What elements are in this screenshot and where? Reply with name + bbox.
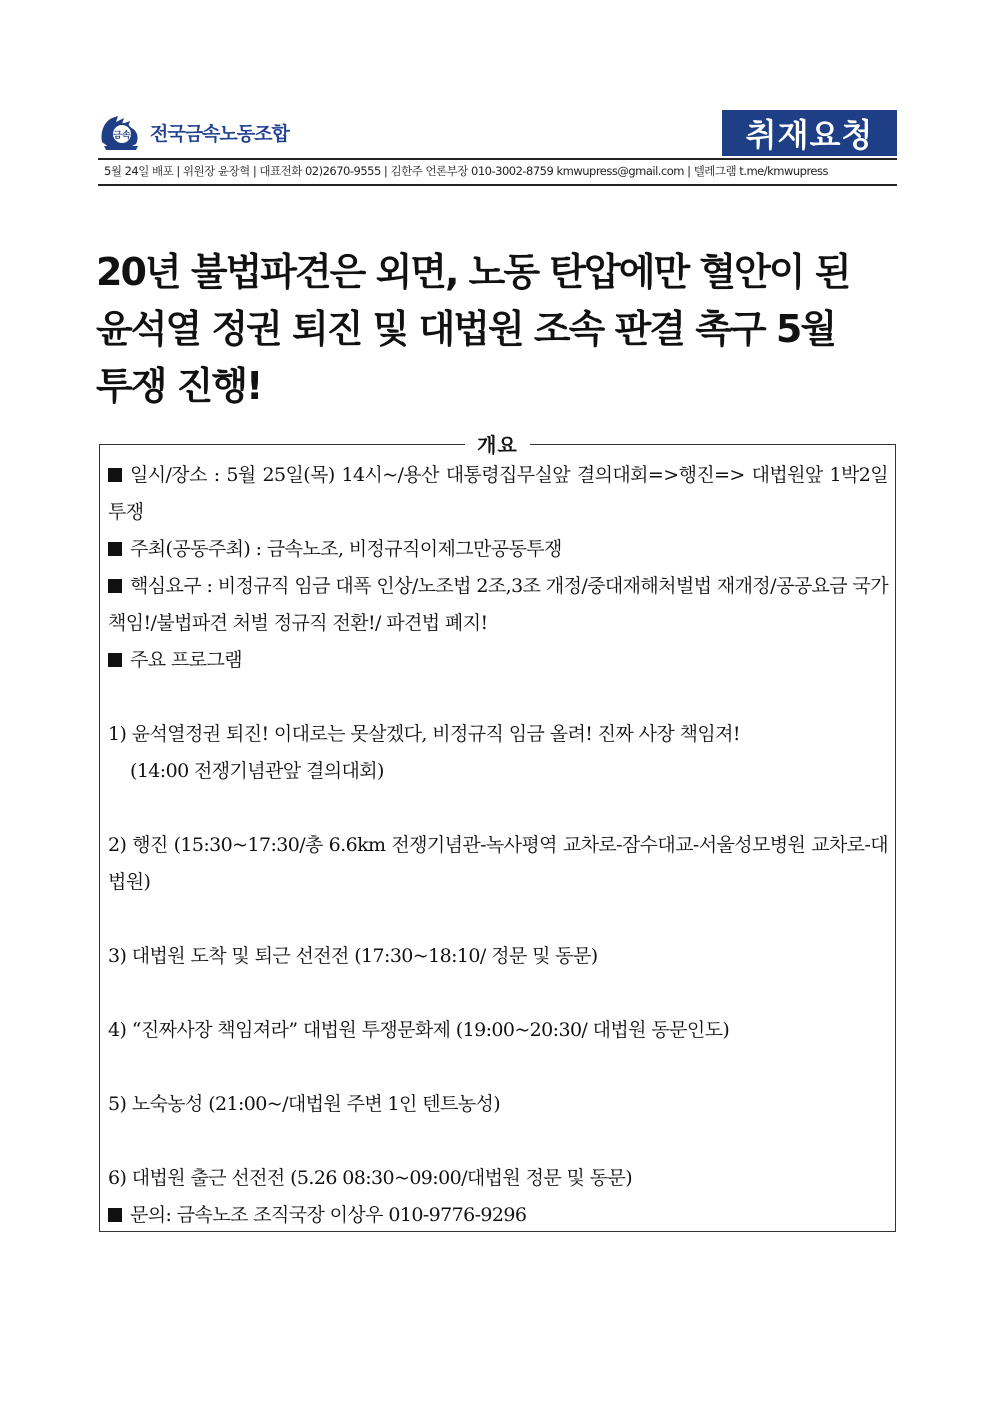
overview-program-heading <box>108 642 888 679</box>
spacer <box>108 901 888 938</box>
union-emblem-icon <box>98 112 144 152</box>
program-item-5: 5) 노숙농성 (21:00~/대법원 주변 1인 텐트농성) <box>108 1093 501 1115</box>
program-item-1: 1) 윤석열정권 퇴진! 이대로는 못살겠다, 비정규직 임금 올려! 진짜 사장 책임져! <box>108 723 740 745</box>
program-item-1-detail: (14:00 전쟁기념관앞 결의대회) <box>130 760 384 782</box>
overview-content <box>108 457 888 1234</box>
union-logo <box>98 112 289 152</box>
header-rule-bottom <box>98 184 897 186</box>
spacer <box>108 1049 888 1086</box>
overview-demands <box>108 568 888 642</box>
header-rule-top <box>98 158 897 160</box>
black-square-icon <box>108 579 122 593</box>
demands-text: 핵심요구 : 비정규직 임금 대폭 인상/노조법 2조,3조 개정/중대재해처벌법 재개정/공공요금 국가책임!/불법파견 처벌 정규직 전환!/ 파견법 폐지! <box>108 575 888 634</box>
contact-info-line: 5월 24일 배포 | 위원장 윤장혁 | 대표전화 02)2670-9555 | 김한주 언론부장 010-3002-8759 kmwupress@gmail.com | 텔레그램 t.me/kmwupress <box>104 164 828 178</box>
contact-text: 문의: 금속노조 조직국장 이상우 010-9776-9296 <box>130 1204 527 1226</box>
program-item-3: 3) 대법원 도착 및 퇴근 선전전 (17:30~18:10/ 정문 및 동문) <box>108 945 598 967</box>
press-request-badge: 취재요청 <box>722 110 897 156</box>
spacer <box>108 975 888 1012</box>
overview-contact <box>108 1197 888 1234</box>
black-square-icon <box>108 1208 122 1222</box>
black-square-icon <box>108 653 122 667</box>
program-item-4: 4) “진짜사장 책임져라” 대법원 투쟁문화제 (19:00~20:30/ 대법원 동문인도) <box>108 1019 730 1041</box>
black-square-icon <box>108 542 122 556</box>
org-name: 전국금속노동조합 <box>150 122 289 145</box>
black-square-icon <box>108 468 122 482</box>
page-title <box>96 244 896 415</box>
title-line-2: 윤석열 정권 퇴진 및 대법원 조속 판결 촉구 5월 <box>96 307 836 351</box>
program-item-2: 2) 행진 (15:30~17:30/총 6.6km 전쟁기념관-녹사평역 교차로-잠수대교-서울성모병원 교차로-대법원) <box>108 834 888 893</box>
overview-label: 개요 <box>465 429 530 458</box>
host-text: 주최(공동주최) : 금속노조, 비정규직이제그만공동투쟁 <box>130 538 562 560</box>
spacer <box>108 790 888 827</box>
overview-box <box>99 433 896 1232</box>
overview-schedule <box>108 457 888 531</box>
logo-mark-text: 금속 <box>113 131 131 141</box>
schedule-text: 일시/장소 : 5월 25일(목) 14시~/용산 대통령집무실앞 결의대회=>행진=> 대법원앞 1박2일 투쟁 <box>108 464 888 523</box>
title-line-1: 20년 불법파견은 외면, 노동 탄압에만 혈안이 된 <box>96 250 850 294</box>
spacer <box>108 1123 888 1160</box>
program-item-6: 6) 대법원 출근 선전전 (5.26 08:30~09:00/대법원 정문 및 동문) <box>108 1167 633 1189</box>
title-line-3: 투쟁 진행! <box>96 364 262 408</box>
spacer <box>108 679 888 716</box>
program-heading-text: 주요 프로그램 <box>130 649 242 671</box>
overview-host <box>108 531 888 568</box>
